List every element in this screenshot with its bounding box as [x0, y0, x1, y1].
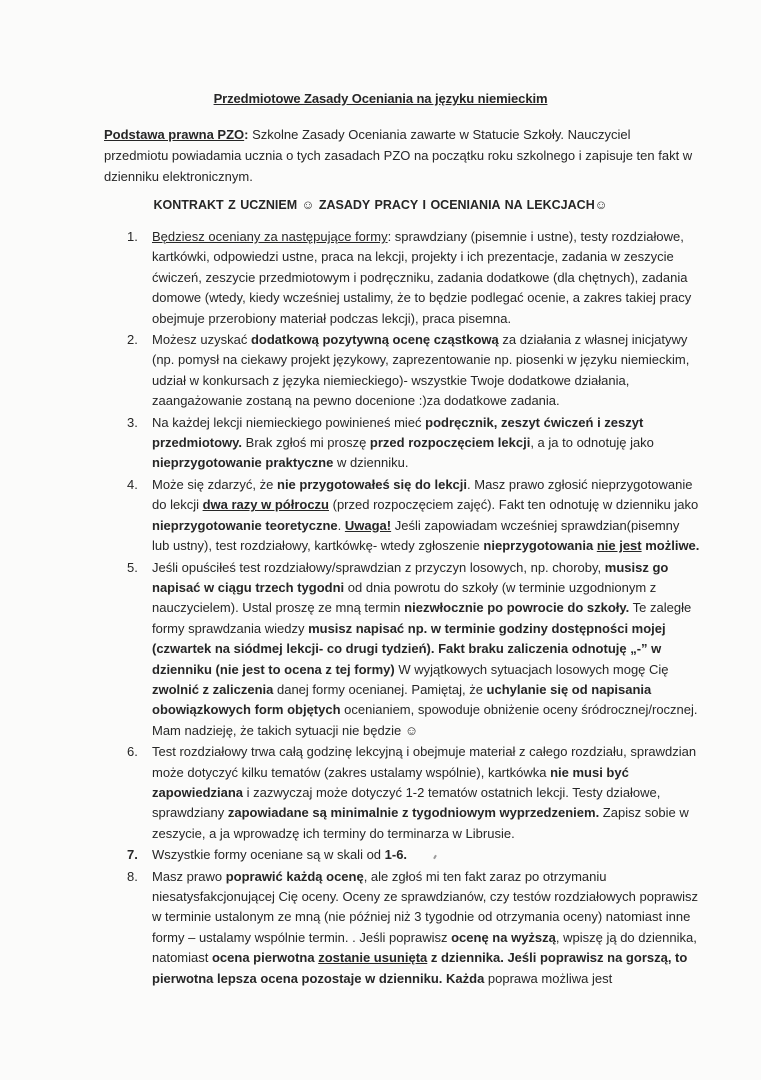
page-title: Przedmiotowe Zasady Oceniania na języku niemieckim: [213, 91, 548, 106]
rule-item-7: [120, 845, 700, 865]
rule-4-bold-3: możliwe.: [641, 538, 700, 554]
rule-6-bold-quiz: nie musi być zapowiedziana: [152, 764, 629, 800]
rule-8-text-2: , ale zgłoś mi ten fakt zaraz po otrzymaniu niesatysfakcjonującej Cię oceny. Oceny ze sprawdzianów, czy testów rozdziałowych poprawisz w terminie ustalonym ze mną (nie później niż 3 tygodnie od otrzymania oceny) natomiast inne formy – ustalamy wspólnie termin. . Jeśli poprawisz: [152, 868, 699, 945]
rule-4-text-4: .: [337, 517, 345, 533]
rule-3-text-3: , a ja to odnotuję jako: [530, 435, 654, 451]
rule-number: 7.: [127, 847, 138, 863]
rule-5-bold-hours: musisz napisać np. w terminie godziny dostępności mojej (czwartek na siódmej lekcji- co drugi tydzień). Fakt braku zaliczenia odnotuję „-” w dzienniku (nie jest to ocena z tej formy): [152, 620, 666, 677]
rule-5-text-4: W wyjątkowych sytuacjach losowych mogę Cię: [394, 661, 669, 677]
rule-number: 6.: [127, 744, 138, 760]
rule-6-text-3: Zapisz sobie w zeszycie, a ja wprowadzę ich terminy do terminarza w Librusie.: [152, 805, 689, 841]
rule-8-text-4: poprawa możliwa jest: [484, 970, 613, 986]
rule-item-8: [120, 867, 700, 989]
rule-3-text: Na każdej lekcji niemieckiego powinieneś mieć: [152, 414, 426, 430]
rule-7-scale: 1-6.: [384, 847, 408, 863]
intro-lead: Podstawa prawna PZO: [104, 127, 245, 142]
rule-3-bold-timing: przed rozpoczęciem lekcji: [369, 435, 531, 451]
intro-paragraph: [104, 124, 694, 187]
rules-list: [120, 227, 700, 989]
rule-number: 5.: [127, 559, 138, 575]
rule-5-text-6: ocenianiem, spowoduje obniżenie oceny śródrocznej/rocznej. Mam nadzieję, że takich sytuacji nie będzie ☺: [152, 702, 698, 738]
rule-4-bold: nie przygotowałeś się do lekcji: [277, 476, 468, 492]
rule-8-text-3: , wpiszę ją do dziennika, natomiast: [152, 929, 697, 966]
rule-6-text-2: i zazwyczaj może dotyczyć 1-2 tematów ostatnich lekcji. Testy działowe, sprawdziany: [152, 784, 661, 821]
rule-8-bold-improve: poprawić każdą ocenę: [225, 868, 364, 884]
rule-1-text: : sprawdziany (pisemnie i ustne), testy rozdziałowe, kartkówki, odpowiedzi ustne, praca na lekcji, projekty i ich prezentacje, zadania w zeszycie ćwiczeń, zeszycie przedmiotowym i podręczniku, zadania dodatkowe (dla chętnych), zadania domowe (wtedy, kiedy wcześniej ustalimy, że to będzie podlegać ocenie, a zakres takiej pracy obejmuje przerobiony materiał podczas lekcji), praca pisemna.: [152, 229, 692, 326]
intro-text: Szkolne Zasady Oceniania zawarte w Statucie Szkoły. Nauczyciel przedmiotu powiadamia ucznia o tych zasadach PZO na początku roku szkolnego i zapisuje ten fakt w dzienniku elektronicznym.: [104, 127, 693, 184]
rule-4-text-3: (przed rozpoczęciem zajęć). Fakt ten odnotuję w dzienniku jako: [329, 497, 699, 513]
rule-7-text: Wszystkie formy oceniane są w skali od: [152, 847, 385, 863]
rule-4-text: Może się zdarzyć, że: [152, 476, 277, 492]
rule-item-6: [120, 742, 700, 844]
rule-4-text-5: Jeśli zapowiadam wcześniej sprawdzian(pisemny lub ustny), test rozdziałowy, kartkówkę- wtedy zgłoszenie: [152, 517, 680, 554]
contract-heading: KONTRAKT Z UCZNIEM ☺ ZASADY PRACY I OCENIANIA NA LEKCJACH☺: [153, 198, 608, 212]
rule-6-bold-notice: zapowiadane są minimalnie z tygodniowym wyprzedzeniem.: [227, 805, 600, 821]
rule-5-text: Jeśli opuściłeś test rozdziałowy/sprawdzian z przyczyn losowych, np. choroby,: [152, 559, 605, 575]
rule-4-twice: dwa razy w półroczu: [202, 497, 329, 513]
rule-number: 1.: [127, 229, 138, 244]
rule-5-bold-asap: niezwłocznie po powrocie do szkoły.: [404, 600, 630, 616]
rule-8-bold-original: ocena pierwotna: [211, 950, 319, 966]
rule-5-bold-avoid: uchylanie się od napisania obowiązkowych form objętych: [152, 681, 652, 718]
rule-4-warning: Uwaga!: [344, 517, 392, 533]
rule-6-text: Test rozdziałowy trwa całą godzinę lekcyjną i obejmuje materiał z całego rozdziału, sprawdzian może dotyczyć kilku tematów (zakres ustalamy wspólnie), kartkówka: [152, 744, 697, 780]
rule-3-bold-unprepared: nieprzygotowanie praktyczne: [152, 455, 334, 471]
rule-number: 2.: [127, 332, 138, 348]
rule-4-not: nie jest: [596, 538, 642, 554]
rule-item-3: [120, 413, 700, 474]
rule-5-text-3: Te zaległe formy sprawdzania wiedzy: [152, 600, 692, 636]
rule-3-text-2: Brak zgłoś mi proszę: [242, 435, 370, 451]
rule-item-5: [120, 558, 700, 742]
rule-5-text-5: danej formy ocenianej. Pamiętaj, że: [273, 681, 487, 697]
rule-number: 3.: [127, 414, 138, 430]
rule-5-text-2: od dnia powrotu do szkoły (w terminie uzgodnionym z nauczycielem). Ustal proszę ze mną termin: [152, 579, 657, 616]
rule-2-bold: dodatkową pozytywną ocenę cząstkową: [250, 332, 499, 348]
rule-item-1: [120, 227, 700, 329]
rule-item-2: [120, 330, 700, 412]
rule-2-text-end: za działania z własnej inicjatywy (np. pomysł na ciekawy projekt językowy, zaprezentowanie np. piosenki w języku niemieckim, udział w konkursach z języka niemieckiego)- wszystkie Twoje dodatkowe działania, zaangażowanie zostaną na pewno docenione :)za dodatkowe zadania.: [152, 332, 690, 409]
rule-3-bold-materials: podręcznik, zeszyt ćwiczeń i zeszyt przedmiotowy.: [152, 414, 644, 451]
rule-8-bold-higher: ocenę na wyższą: [451, 929, 556, 945]
rule-5-bold-deadline: musisz go napisać w ciągu trzech tygodni: [152, 559, 669, 595]
intro-colon: :: [244, 127, 249, 142]
rule-1-lead: Będziesz oceniany za następujące formy: [152, 229, 388, 244]
rule-4-bold-theory: nieprzygotowanie teoretyczne: [152, 517, 338, 533]
rule-8-bold-worse: z dziennika. Jeśli poprawisz na gorszą, to pierwotna lepsza ocena pozostaje w dzienniku. Każda: [152, 950, 688, 986]
rule-8-removed: zostanie usunięta: [318, 950, 428, 966]
rule-item-4: [120, 475, 700, 557]
rule-4-bold-2: nieprzygotowania: [483, 538, 597, 554]
rule-number: 8.: [127, 868, 138, 884]
rule-8-text: Masz prawo: [152, 868, 226, 884]
rule-4-text-2: . Masz prawo zgłosić nieprzygotowanie do lekcji: [152, 476, 693, 513]
rule-2-text: Możesz uzyskać: [152, 332, 251, 348]
rule-number: 4.: [127, 476, 138, 492]
rule-3-text-4: w dzienniku.: [333, 455, 409, 471]
rule-5-bold-exempt: zwolnić z zaliczenia: [152, 681, 274, 697]
